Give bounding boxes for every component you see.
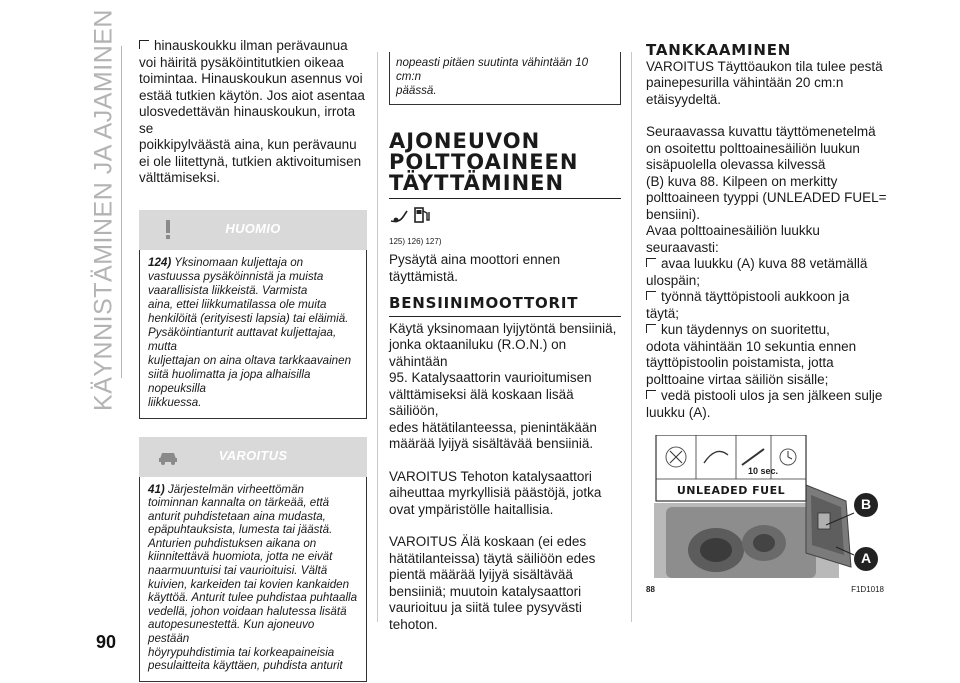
column-3 xyxy=(646,42,890,594)
text-line: aina, ettei liikkumatilassa ole muita xyxy=(148,297,327,311)
page-number: 90 xyxy=(96,632,117,652)
paragraph xyxy=(646,59,890,109)
note-box-header xyxy=(139,210,367,250)
warn-box-header xyxy=(139,437,367,477)
text-line: toiminnan kannalta on tärkeää, että xyxy=(148,496,330,510)
text-line: polttoaineen tyyppi (UNLEADED FUEL= xyxy=(646,190,887,205)
column-2 xyxy=(389,52,621,633)
list-item: kun täydennys on suoritettu, odota vähintään 10 sekuntia ennen täyttöpistoolin poistamista, jotta polttoaine virtaa säiliön sisälle; xyxy=(646,322,857,387)
text-line: VAROITUS Täyttöaukon tila tulee pestä xyxy=(646,58,883,74)
text-line: pientä määrää lyijyä sisältävää xyxy=(389,567,573,582)
text-line: Pysäköintianturit auttavat kuljettajaa, mutta xyxy=(148,325,337,353)
text-line: aiheuttaa myrkyllisiä päästöjä, jotka xyxy=(389,485,602,500)
paragraph xyxy=(646,124,890,223)
text-line: välttämiseksi. xyxy=(139,170,221,185)
side-title-text: KÄYNNISTÄMINEN JA AJAMINEN xyxy=(89,9,118,411)
text-line: edes hätätilanteessa, pienintäkään xyxy=(389,419,597,435)
text-line: kiinnitettävä huomiota, jotta ne eivät xyxy=(148,550,333,564)
text-line: VAROITUS Tehoton katalysaattori xyxy=(389,468,592,484)
list-item: vedä pistooli ulos ja sen jälkeen sulje luukku (A). xyxy=(646,388,883,420)
text-line: tehoton. xyxy=(389,616,438,632)
text-line: määrää lyijyä sisältävää bensiiniä. xyxy=(389,436,594,451)
text-line: kuljettajan on aina oltava tarkkaavainen xyxy=(148,353,352,367)
continued-box xyxy=(389,52,621,105)
text-line: ei ole liitettynä, tutkien aktivoitumisen xyxy=(139,153,362,169)
callout-b: B xyxy=(860,496,872,512)
column-divider xyxy=(377,52,378,622)
text-line: vaurioituu ja siitä tulee pysyvästi xyxy=(389,600,582,615)
paragraph xyxy=(646,223,890,256)
text-line: sisäpuolella olevassa kilvessä xyxy=(646,157,826,172)
text-line: käyttöä. Anturit tulee puhdistaa puhtaalla xyxy=(148,591,358,605)
text-line: Seuraavassa kuvattu täyttömenetelmä xyxy=(646,124,876,139)
note-box-body xyxy=(139,250,367,419)
text-line: vedellä, johon voidaan halutessa lisätä xyxy=(148,604,347,618)
text-line: toimintaa. Hinauskoukun asennus voi xyxy=(139,71,363,86)
section-rule xyxy=(389,198,621,199)
paragraph xyxy=(139,55,367,187)
note-number: 124) xyxy=(148,255,172,269)
text-line: autopesunestettä. Kun ajoneuvo pestään xyxy=(148,618,315,646)
column-1 xyxy=(139,38,367,682)
bullet-list xyxy=(646,256,890,421)
list-item: avaa luukku (A) kuva 88 vetämällä ulospäin; xyxy=(646,256,868,288)
bullet-icon xyxy=(646,291,656,300)
paragraph xyxy=(389,469,621,519)
text-line: henkilöitä (erityisesti lapsia) tai eläimiä. xyxy=(148,311,349,325)
footnote-refs: 125) 126) 127) xyxy=(389,236,442,246)
figure-number: 88 xyxy=(646,585,655,594)
text-line: vaarallisista liikkeistä. Varmista xyxy=(148,283,308,297)
callout-a: A xyxy=(860,550,872,566)
text-line: bensiini). xyxy=(646,206,701,222)
text-line: painepesurilla vähintään 20 cm:n xyxy=(646,75,844,90)
text-line: epäpuhtauksista, lumesta tai jäästä. xyxy=(148,523,333,537)
text-line: poikkipylväästä aina, kun perävaunu xyxy=(139,137,357,152)
text-line: höyrypuhdistimia tai korkeapaineisia xyxy=(148,645,335,659)
text-line: pesulaitteita käyttäen, puhdista anturit xyxy=(148,659,343,673)
text-line: nopeasti pitäen suutinta vähintään 10 cm:n xyxy=(396,56,589,83)
fuel-door-figure xyxy=(646,435,887,578)
text-line: seuraavasti: xyxy=(646,239,719,255)
text-line: Pysäytä aina moottori ennen xyxy=(389,252,561,267)
text-line: ovat ympäristölle haitallisia. xyxy=(389,501,554,517)
paragraph xyxy=(389,534,621,633)
text-line: Järjestelmän virheettömän xyxy=(168,482,304,496)
text-line: bensiiniä; muutoin katalysaattori xyxy=(389,583,582,599)
text-line: naarmuuntuisi tai vaurioituisi. Vältä xyxy=(148,564,328,578)
text-line: (B) kuva 88. Kilpeen on merkitty xyxy=(646,173,838,189)
fuel-pump-icon xyxy=(389,205,621,230)
section-title: AJONEUVON POLTTOAINEEN TÄYTTÄMINEN xyxy=(389,129,579,195)
subsection-title: BENSIINIMOOTTORIT xyxy=(389,294,579,312)
text-line: on osoitettu polttoainesäiliön luukun xyxy=(646,140,860,156)
text-line: välttämiseksi älä koskaan lisää säiliöön, xyxy=(389,386,574,418)
text-line: Avaa polttoainesäiliön luukku xyxy=(646,223,820,238)
note-box-title: HUOMIO xyxy=(225,220,281,236)
text-line: Anturien puhdistuksen aikana on xyxy=(148,536,317,550)
bullet-icon xyxy=(139,40,149,49)
list-item: työnnä täyttöpistooli aukkoon ja täytä; xyxy=(646,289,850,321)
text-line: 95. Katalysaattorin vaurioitumisen xyxy=(389,370,592,385)
warn-box-title: VAROITUS xyxy=(218,447,288,463)
text-line: Yksinomaan kuljettaja on xyxy=(174,255,304,269)
bullet-icon xyxy=(646,324,656,333)
text-line: anturit puhdistetaan aina mudasta, xyxy=(148,509,326,523)
fuel-door-illustration xyxy=(646,435,887,578)
text-line: päässä. xyxy=(396,84,437,97)
text-line: ulosvedettävän hinauskoukun, irrota se xyxy=(139,104,356,136)
bullet-line: hinauskoukku ilman perävaunua xyxy=(139,38,367,55)
column-divider xyxy=(631,52,632,622)
ten-sec-label: 10 sec. xyxy=(748,466,779,476)
text-line: täyttämistä. xyxy=(389,268,459,284)
text-line: voi häiritä pysäköintitutkien oikeaa xyxy=(139,54,344,70)
warn-box-body xyxy=(139,477,367,682)
text-line: jonka oktaaniluku (R.O.N.) on vähintään xyxy=(389,337,567,369)
bullet-icon xyxy=(646,258,656,267)
section-title: TANKKAAMINEN xyxy=(646,41,792,59)
text-line: hätätilanteissa) täytä säiliöön edes xyxy=(389,550,596,566)
warn-number: 41) xyxy=(148,482,165,496)
side-title xyxy=(84,9,124,411)
text-line: Käytä yksinomaan lyijytöntä bensiiniä, xyxy=(389,320,617,336)
subsection-rule xyxy=(389,316,621,317)
figure-code: F1D1018 xyxy=(851,585,884,594)
text-line: etäisyydeltä. xyxy=(646,91,722,107)
text-line: siitä huolimatta ja jopa alhaisilla nopeuksilla xyxy=(148,367,311,395)
bullet-icon xyxy=(646,390,656,399)
text-line: estää tutkien käytön. Jos aiot asentaa xyxy=(139,87,365,103)
figure-caption xyxy=(646,580,890,594)
text-line: liikkuessa. xyxy=(148,395,202,409)
paragraph xyxy=(389,321,621,453)
text-line: vastuussa pysäköinnistä ja muista xyxy=(148,269,324,283)
unleaded-fuel-label: UNLEADED FUEL xyxy=(676,484,786,497)
text-line: VAROITUS Älä koskaan (ei edes xyxy=(389,534,587,549)
text-line: kuivien, karkeiden tai kovien kankaiden xyxy=(148,577,350,591)
side-rule xyxy=(121,46,122,378)
